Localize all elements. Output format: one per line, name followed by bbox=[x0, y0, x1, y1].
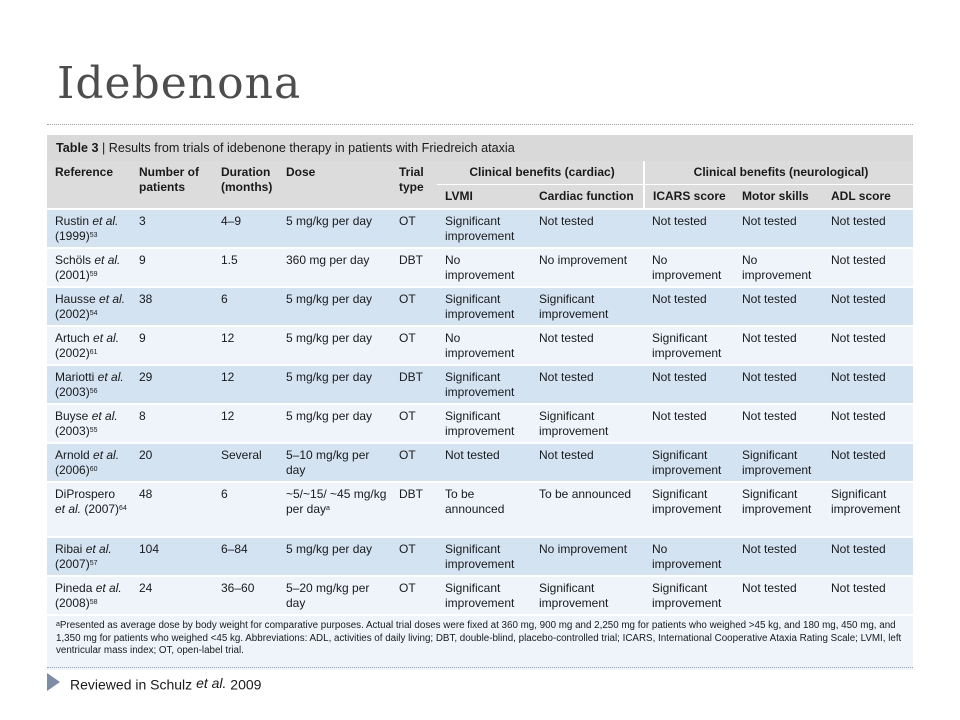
dose-text: 5 mg/kg per day bbox=[286, 542, 373, 556]
cell-dose bbox=[278, 443, 391, 482]
cell-trial-type: DBT bbox=[391, 482, 437, 537]
cell-cardiac-function: Significant improvement bbox=[531, 576, 644, 614]
cell-dose bbox=[278, 404, 391, 443]
table-caption bbox=[47, 135, 913, 161]
cell-motor-skills: Not tested bbox=[734, 365, 823, 404]
cell-trial-type: OT bbox=[391, 326, 437, 365]
cell-cardiac-function: No improvement bbox=[531, 248, 644, 287]
dose-text: 5 mg/kg per day bbox=[286, 331, 373, 345]
cell-cardiac-function: No improvement bbox=[531, 537, 644, 576]
dose-footnote-mark: a bbox=[326, 505, 330, 512]
cell-number: 104 bbox=[131, 537, 213, 576]
source-year: 2009 bbox=[226, 676, 262, 693]
ref-number: 60 bbox=[89, 466, 98, 473]
cell-dose bbox=[278, 287, 391, 326]
ref-etal: et al. bbox=[89, 214, 119, 228]
table-row bbox=[47, 482, 913, 537]
cell-cardiac-function: Not tested bbox=[531, 443, 644, 482]
ref-etal: et al. bbox=[95, 292, 126, 306]
cell-adl: Not tested bbox=[823, 404, 913, 443]
table-row bbox=[47, 287, 913, 326]
cell-icars: Significant improvement bbox=[644, 482, 734, 537]
cell-number: 48 bbox=[131, 482, 213, 537]
ref-year: (2007) bbox=[84, 502, 120, 516]
cell-lvmi: Significant improvement bbox=[437, 287, 531, 326]
header-row bbox=[47, 161, 913, 185]
ref-author: DiProspero bbox=[55, 487, 116, 501]
caption-label: Table 3 bbox=[56, 141, 99, 155]
cell-dose bbox=[278, 365, 391, 404]
cell-duration: 36–60 bbox=[213, 576, 278, 614]
cell-duration: 1.5 bbox=[213, 248, 278, 287]
cell-trial-type: DBT bbox=[391, 365, 437, 404]
ref-number: 64 bbox=[119, 505, 127, 512]
ref-etal: et al. bbox=[89, 448, 120, 462]
table-row bbox=[47, 248, 913, 287]
cell-number: 3 bbox=[131, 209, 213, 248]
cell-trial-type: OT bbox=[391, 576, 437, 614]
cell-reference bbox=[47, 365, 131, 404]
cell-cardiac-function: To be announced bbox=[531, 482, 644, 537]
cell-duration: 6–84 bbox=[213, 537, 278, 576]
cell-duration: 12 bbox=[213, 365, 278, 404]
header-motor-skills: Motor skills bbox=[734, 185, 823, 210]
cell-dose bbox=[278, 576, 391, 614]
header-trial-type: Trial type bbox=[391, 161, 437, 209]
cell-motor-skills: Not tested bbox=[734, 209, 823, 248]
table-body bbox=[47, 209, 913, 614]
cell-lvmi: Significant improvement bbox=[437, 404, 531, 443]
cell-lvmi: Significant improvement bbox=[437, 537, 531, 576]
cell-icars: Not tested bbox=[644, 404, 734, 443]
cell-reference bbox=[47, 326, 131, 365]
ref-year: (2002) bbox=[55, 307, 90, 321]
cell-icars: Not tested bbox=[644, 365, 734, 404]
ref-year: (2003) bbox=[55, 424, 90, 438]
table-footnote bbox=[47, 614, 913, 670]
ref-author: Artuch bbox=[55, 331, 90, 345]
ref-number: 55 bbox=[89, 427, 98, 434]
cell-trial-type: OT bbox=[391, 537, 437, 576]
cell-adl: Not tested bbox=[823, 537, 913, 576]
cell-cardiac-function: Significant improvement bbox=[531, 404, 644, 443]
table-row bbox=[47, 326, 913, 365]
ref-number: 61 bbox=[89, 349, 98, 356]
trials-table bbox=[47, 161, 913, 614]
cell-reference bbox=[47, 482, 131, 537]
ref-author: Rustin bbox=[55, 214, 90, 228]
cell-adl: Not tested bbox=[823, 209, 913, 248]
header-cardiac-group: Clinical benefits (cardiac) bbox=[437, 161, 644, 185]
results-table bbox=[47, 135, 913, 670]
ref-year: (2007) bbox=[55, 557, 90, 571]
ref-year: (2002) bbox=[55, 346, 90, 360]
header-duration: Duration (months) bbox=[213, 161, 278, 209]
cell-number: 20 bbox=[131, 443, 213, 482]
cell-reference bbox=[47, 248, 131, 287]
cell-lvmi: Significant improvement bbox=[437, 365, 531, 404]
dose-text: 5 mg/kg per day bbox=[286, 214, 373, 228]
cell-trial-type: OT bbox=[391, 443, 437, 482]
table-row bbox=[47, 404, 913, 443]
ref-etal: et al. bbox=[82, 542, 112, 556]
ref-author: Mariotti bbox=[55, 370, 95, 384]
cell-icars: Significant improvement bbox=[644, 326, 734, 365]
cell-motor-skills: Significant improvement bbox=[734, 482, 823, 537]
header-cardiac-function: Cardiac function bbox=[531, 185, 644, 210]
cell-adl: Not tested bbox=[823, 248, 913, 287]
cell-lvmi: No improvement bbox=[437, 326, 531, 365]
cell-motor-skills: Not tested bbox=[734, 576, 823, 614]
cell-adl: Not tested bbox=[823, 326, 913, 365]
cell-motor-skills: Not tested bbox=[734, 326, 823, 365]
ref-author: Arnold bbox=[55, 448, 90, 462]
footnote-text: Presented as average dose by body weight for comparative purposes. Actual trial doses were fixed at 360 mg, 900 mg and 2,250 mg for patients who weighed >45 kg, and 180 mg, 450 mg, and 1,350 mg for patients who weighed <45 kg. Abbreviations: ADL, activities of daily living; DBT, double-blind, placebo-controlled trial; ICARS, International Cooperative Ataxia Rating Scale; LVMI, left ventricular mass index; OT, open-label trial. bbox=[56, 620, 902, 656]
cell-reference bbox=[47, 537, 131, 576]
table-row bbox=[47, 209, 913, 248]
cell-number: 38 bbox=[131, 287, 213, 326]
header-reference: Reference bbox=[47, 161, 131, 209]
cell-cardiac-function: Not tested bbox=[531, 326, 644, 365]
cell-duration: 4–9 bbox=[213, 209, 278, 248]
ref-number: 53 bbox=[89, 232, 98, 239]
bottom-divider bbox=[47, 667, 913, 668]
ref-number: 54 bbox=[89, 310, 98, 317]
ref-etal: et al. bbox=[55, 502, 82, 516]
ref-etal: et al. bbox=[91, 253, 121, 267]
cell-icars: No improvement bbox=[644, 248, 734, 287]
cell-dose bbox=[278, 248, 391, 287]
ref-year: (2006) bbox=[55, 463, 90, 477]
source-prefix: Reviewed in Schulz bbox=[70, 676, 197, 693]
cell-cardiac-function: Not tested bbox=[531, 365, 644, 404]
dose-text: 5 mg/kg per day bbox=[286, 370, 373, 384]
cell-icars: Not tested bbox=[644, 209, 734, 248]
cell-duration: 12 bbox=[213, 404, 278, 443]
cell-icars: Significant improvement bbox=[644, 576, 734, 614]
cell-number: 24 bbox=[131, 576, 213, 614]
header-dose: Dose bbox=[278, 161, 391, 209]
cell-reference bbox=[47, 404, 131, 443]
bullet-arrow-icon bbox=[47, 673, 60, 691]
cell-icars: Significant improvement bbox=[644, 443, 734, 482]
cell-dose bbox=[278, 326, 391, 365]
cell-dose bbox=[278, 537, 391, 576]
table-row bbox=[47, 576, 913, 614]
ref-year: (2003) bbox=[55, 385, 90, 399]
header-neuro-group: Clinical benefits (neurological) bbox=[644, 161, 913, 185]
cell-cardiac-function: Not tested bbox=[531, 209, 644, 248]
cell-dose bbox=[278, 482, 391, 537]
header-icars: ICARS score bbox=[644, 185, 734, 210]
ref-etal: et al. bbox=[94, 370, 124, 384]
dose-text: 5 mg/kg per day bbox=[286, 292, 373, 306]
cell-trial-type: OT bbox=[391, 404, 437, 443]
cell-icars: Not tested bbox=[644, 287, 734, 326]
ref-author: Hausse bbox=[55, 292, 96, 306]
caption-text: | Results from trials of idebenone therapy in patients with Friedreich ataxia bbox=[98, 141, 515, 155]
cell-trial-type: DBT bbox=[391, 248, 437, 287]
header-lvmi: LVMI bbox=[437, 185, 531, 210]
cell-adl: Not tested bbox=[823, 443, 913, 482]
cell-cardiac-function: Significant improvement bbox=[531, 287, 644, 326]
cell-trial-type: OT bbox=[391, 287, 437, 326]
ref-year: (1999) bbox=[55, 229, 90, 243]
cell-reference bbox=[47, 287, 131, 326]
table-row bbox=[47, 537, 913, 576]
header-number: Number of patients bbox=[131, 161, 213, 209]
cell-motor-skills: Not tested bbox=[734, 404, 823, 443]
cell-duration: 6 bbox=[213, 287, 278, 326]
dose-text: 5–20 mg/kg per day bbox=[286, 581, 370, 610]
ref-etal: et al. bbox=[88, 409, 118, 423]
ref-number: 59 bbox=[89, 271, 98, 278]
slide-title: Idebenona bbox=[57, 58, 302, 109]
cell-lvmi: To be announced bbox=[437, 482, 531, 537]
ref-year: (2001) bbox=[55, 268, 90, 282]
cell-reference bbox=[47, 443, 131, 482]
cell-duration: 6 bbox=[213, 482, 278, 537]
cell-number: 9 bbox=[131, 326, 213, 365]
cell-motor-skills: No improvement bbox=[734, 248, 823, 287]
cell-motor-skills: Not tested bbox=[734, 537, 823, 576]
dose-text: ~5/~15/ ~45 mg/kg per day bbox=[286, 487, 387, 516]
dose-text: 5 mg/kg per day bbox=[286, 409, 373, 423]
top-divider bbox=[47, 124, 913, 125]
dose-text: 360 mg per day bbox=[286, 253, 370, 267]
footnote-mark: a bbox=[56, 621, 60, 628]
cell-adl: Significant improvement bbox=[823, 482, 913, 537]
cell-motor-skills: Significant improvement bbox=[734, 443, 823, 482]
cell-lvmi: Not tested bbox=[437, 443, 531, 482]
dose-text: 5–10 mg/kg per day bbox=[286, 448, 370, 477]
cell-dose bbox=[278, 209, 391, 248]
cell-reference bbox=[47, 576, 131, 614]
cell-lvmi: Significant improvement bbox=[437, 576, 531, 614]
cell-adl: Not tested bbox=[823, 576, 913, 614]
ref-author: Pineda bbox=[55, 581, 93, 595]
cell-adl: Not tested bbox=[823, 287, 913, 326]
ref-year: (2008) bbox=[55, 596, 90, 610]
ref-number: 57 bbox=[89, 560, 98, 567]
cell-lvmi: No improvement bbox=[437, 248, 531, 287]
ref-number: 58 bbox=[89, 599, 98, 606]
ref-author: Buyse bbox=[55, 409, 89, 423]
cell-duration: 12 bbox=[213, 326, 278, 365]
ref-etal: et al. bbox=[92, 581, 122, 595]
cell-lvmi: Significant improvement bbox=[437, 209, 531, 248]
cell-number: 9 bbox=[131, 248, 213, 287]
cell-number: 8 bbox=[131, 404, 213, 443]
source-line bbox=[47, 675, 261, 693]
table-row bbox=[47, 443, 913, 482]
source-etal: et al. bbox=[196, 675, 227, 691]
ref-author: Schöls bbox=[55, 253, 92, 267]
cell-motor-skills: Not tested bbox=[734, 287, 823, 326]
cell-number: 29 bbox=[131, 365, 213, 404]
cell-reference bbox=[47, 209, 131, 248]
table-row bbox=[47, 365, 913, 404]
ref-author: Ribai bbox=[55, 542, 83, 556]
ref-number: 56 bbox=[89, 388, 98, 395]
cell-adl: Not tested bbox=[823, 365, 913, 404]
cell-trial-type: OT bbox=[391, 209, 437, 248]
ref-etal: et al. bbox=[89, 331, 120, 345]
cell-duration: Several bbox=[213, 443, 278, 482]
cell-icars: No improvement bbox=[644, 537, 734, 576]
header-adl: ADL score bbox=[823, 185, 913, 210]
